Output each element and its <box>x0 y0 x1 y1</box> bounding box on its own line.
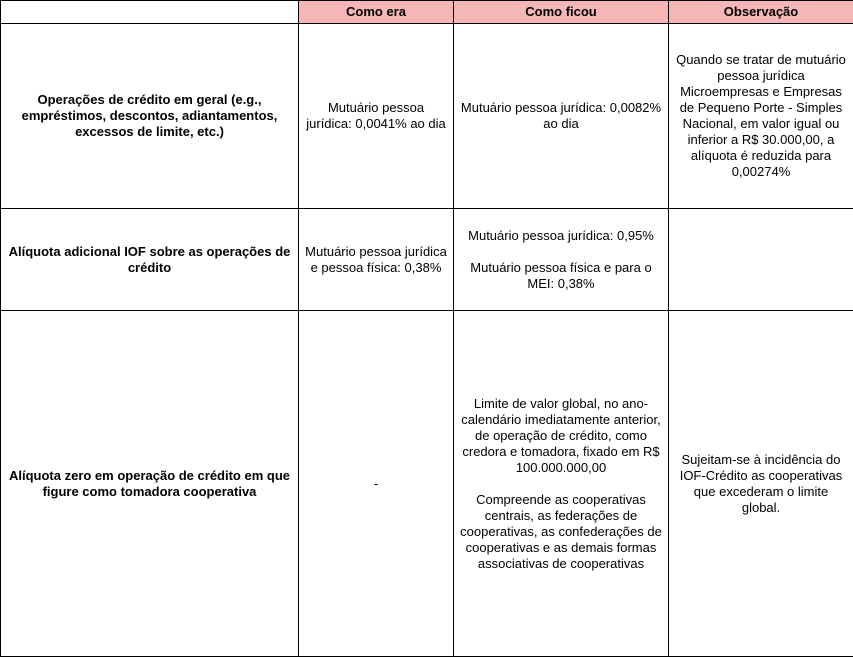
row-label: Alíquota zero em operação de crédito em que figure como tomadora cooperativa <box>1 311 299 657</box>
observacao-cell <box>669 209 853 311</box>
table-row <box>1 209 853 311</box>
header-observacao: Observação <box>669 1 853 24</box>
como-ficou-paragraph: Mutuário pessoa jurídica: 0,95% <box>468 227 654 243</box>
observacao-cell: Quando se tratar de mutuário pessoa jurídica Microempresas e Empresas de Pequeno Porte - Simples Nacional, em valor igual ou inferior a R$ 30.000,00, a alíquota é reduzida para 0,00274% <box>669 24 853 209</box>
como-era-cell: Mutuário pessoa jurídica e pessoa física: 0,38% <box>299 209 454 311</box>
como-ficou-paragraph: Limite de valor global, no ano-calendário imediatamente anterior, de operação de crédito, como credora e tomadora, fixado em R$ 100.000.000,00 <box>461 395 661 475</box>
row-label: Operações de crédito em geral (e.g., empréstimos, descontos, adiantamentos, excessos de limite, etc.) <box>1 24 299 209</box>
row-label: Alíquota adicional IOF sobre as operações de crédito <box>1 209 299 311</box>
como-ficou-paragraph: Mutuário pessoa jurídica: 0,0082% ao dia <box>460 100 662 131</box>
table-row <box>1 311 853 657</box>
como-ficou-cell <box>454 209 669 311</box>
como-ficou-cell <box>454 24 669 209</box>
observacao-cell: Sujeitam-se à incidência do IOF-Crédito as cooperativas que excederam o limite global. <box>669 311 853 657</box>
como-era-cell: Mutuário pessoa jurídica: 0,0041% ao dia <box>299 24 454 209</box>
como-ficou-paragraph: Mutuário pessoa física e para o MEI: 0,38% <box>470 259 652 291</box>
header-blank-cell <box>1 1 299 24</box>
header-row <box>1 1 853 24</box>
header-como-ficou: Como ficou <box>454 1 669 24</box>
table-row <box>1 24 853 209</box>
como-ficou-cell <box>454 311 669 657</box>
header-como-era: Como era <box>299 1 454 24</box>
como-era-cell: - <box>299 311 454 657</box>
como-ficou-paragraph: Compreende as cooperativas centrais, as federações de cooperativas, as confederações de cooperativas e as demais formas associativas de cooperativas <box>460 491 662 571</box>
